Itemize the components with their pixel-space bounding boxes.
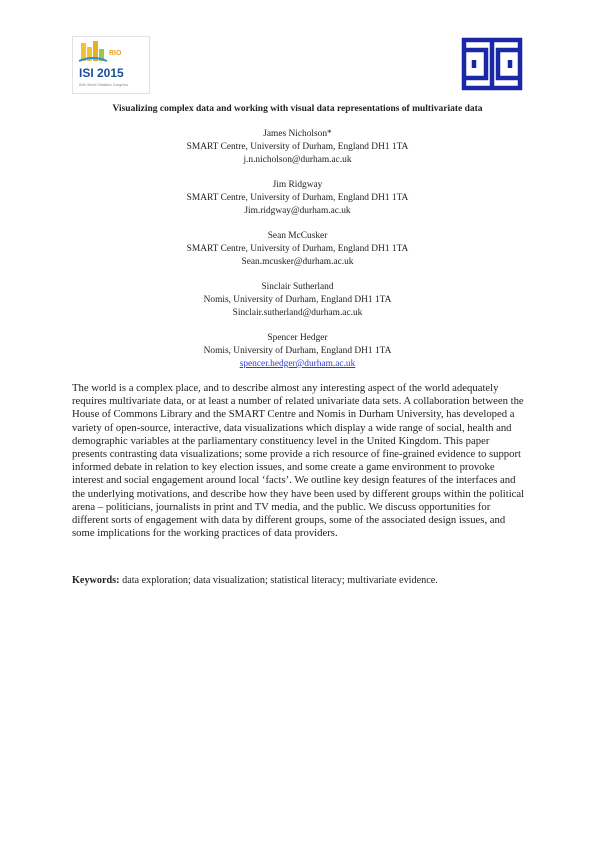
keywords — [72, 575, 526, 586]
abstract — [72, 382, 526, 540]
author-block — [60, 281, 535, 320]
author-affiliation: Nomis, University of Durham, England DH1 1TA — [203, 346, 392, 356]
abstract-text: The world is a complex place, and to describe almost any interesting aspect of the world adequately requires multivariate data, or at least a number of related univariate data sets. A collaboration between the House of Commons Library and the SMART Centre and Nomis in Durham University, has developed a variety of open-source, interactive, data visualizations which display a wide range of social, health and demographic variables at the parliamentary constituency level in the United Kingdom. This paper presents contrasting data visualizations; some provide a rich resource of fine-grained evidence to support informed debate in relation to key election issues, and some create a game environment to provoke interest and social engagement around local ‘facts’. We outline key design features of the interfaces and the underlying motivations, and describe how they have been used by different groups within the political arena – politicians, journalists in print and TV media, and the public. We discuss opportunities for different sorts of engagement with data by different groups, some of the associated design issues, and some implications for the working practices of data providers. — [72, 382, 525, 540]
paper-title: Visualizing complex data and working with visual data representations of multivariate data — [112, 104, 483, 114]
author-block — [60, 128, 535, 167]
author-name: Spencer Hedger — [267, 333, 328, 343]
author-affiliation: SMART Centre, University of Durham, England DH1 1TA — [186, 244, 409, 254]
author-name: Sean McCusker — [267, 231, 328, 241]
author-affiliation: SMART Centre, University of Durham, England DH1 1TA — [186, 193, 409, 203]
logo-main-text: ISI 2015 — [79, 66, 124, 80]
author-name: Sinclair Sutherland — [261, 282, 334, 292]
author-affiliation: SMART Centre, University of Durham, England DH1 1TA — [186, 142, 409, 152]
keywords-label: Keywords: — [72, 575, 120, 586]
author-email-link[interactable]: spencer.hedger@durham.ac.uk — [239, 359, 356, 369]
author-email: Sean.mcusker@durham.ac.uk — [241, 257, 354, 267]
author-list — [60, 128, 535, 383]
author-email: Jim.ridgway@durham.ac.uk — [244, 206, 351, 216]
author-name: James Nicholson* — [263, 129, 332, 139]
author-email: j.n.nicholson@durham.ac.uk — [243, 155, 352, 165]
author-block — [60, 332, 535, 371]
logo-sub-text: 60th World Statistics Congress — [79, 83, 129, 87]
author-name: Jim Ridgway — [272, 180, 323, 190]
author-block — [60, 179, 535, 218]
isi-2015-logo — [72, 36, 150, 94]
keywords-text: data exploration; data visualization; statistical literacy; multivariate evidence. — [119, 575, 438, 586]
isi-emblem-logo — [460, 36, 524, 92]
author-email: Sinclair.sutherland@durham.ac.uk — [232, 308, 363, 318]
logo-rio-text: RIO — [109, 50, 122, 57]
author-affiliation: Nomis, University of Durham, England DH1 1TA — [203, 295, 392, 305]
author-block — [60, 230, 535, 269]
